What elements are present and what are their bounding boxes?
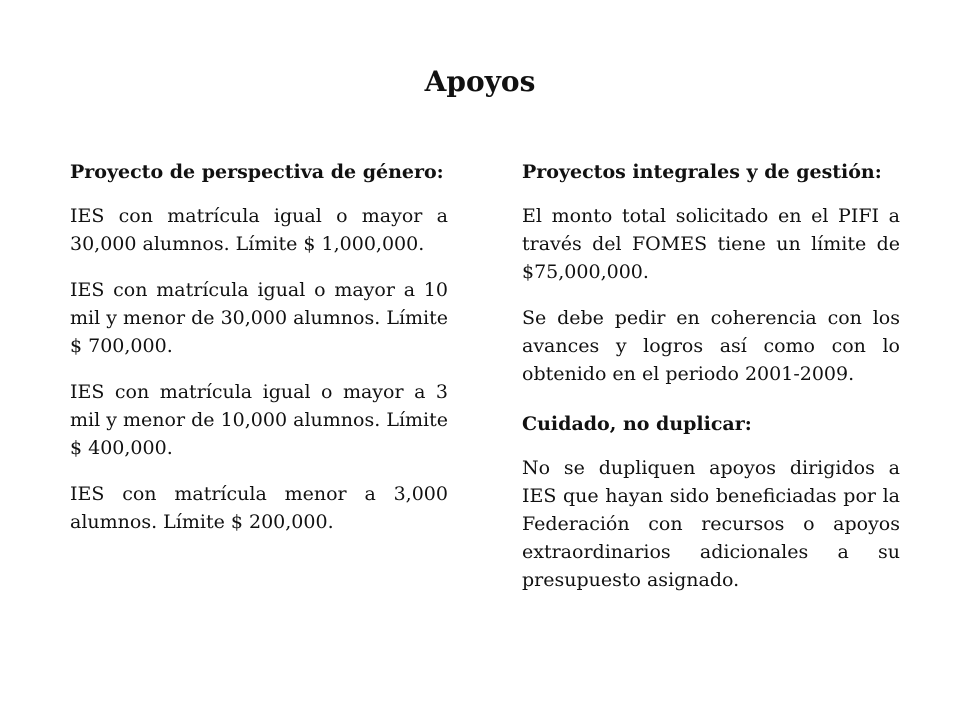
integral-projects-heading: Proyectos integrales y de gestión:	[522, 161, 882, 183]
total-limit-paragraph: El monto total solicitado en el PIFI a través del FOMES tiene un límite de $75,000,000.	[522, 205, 900, 283]
right-column	[522, 158, 900, 612]
left-column	[70, 158, 448, 554]
coherence-paragraph: Se debe pedir en coherencia con los avances y logros así como con lo obtenido en el periodo 2001-2009.	[522, 307, 900, 385]
tier-3000-paragraph: IES con matrícula igual o mayor a 3 mil y menor de 10,000 alumnos. Límite $ 400,000.	[70, 381, 448, 459]
slide-title: Apoyos	[424, 65, 536, 98]
gender-perspective-heading: Proyecto de perspectiva de género:	[70, 161, 444, 183]
tier-under-3000-paragraph: IES con matrícula menor a 3,000 alumnos. Límite $ 200,000.	[70, 483, 448, 533]
tier-30000-paragraph: IES con matrícula igual o mayor a 30,000 alumnos. Límite $ 1,000,000.	[70, 205, 448, 255]
no-duplicate-heading: Cuidado, no duplicar:	[522, 413, 752, 435]
tier-10000-paragraph: IES con matrícula igual o mayor a 10 mil y menor de 30,000 alumnos. Límite $ 700,000.	[70, 279, 448, 357]
no-duplicate-paragraph: No se dupliquen apoyos dirigidos a IES que hayan sido beneficiadas por la Federación con recursos o apoyos extraordinarios adicionales a su presupuesto asignado.	[522, 457, 900, 591]
